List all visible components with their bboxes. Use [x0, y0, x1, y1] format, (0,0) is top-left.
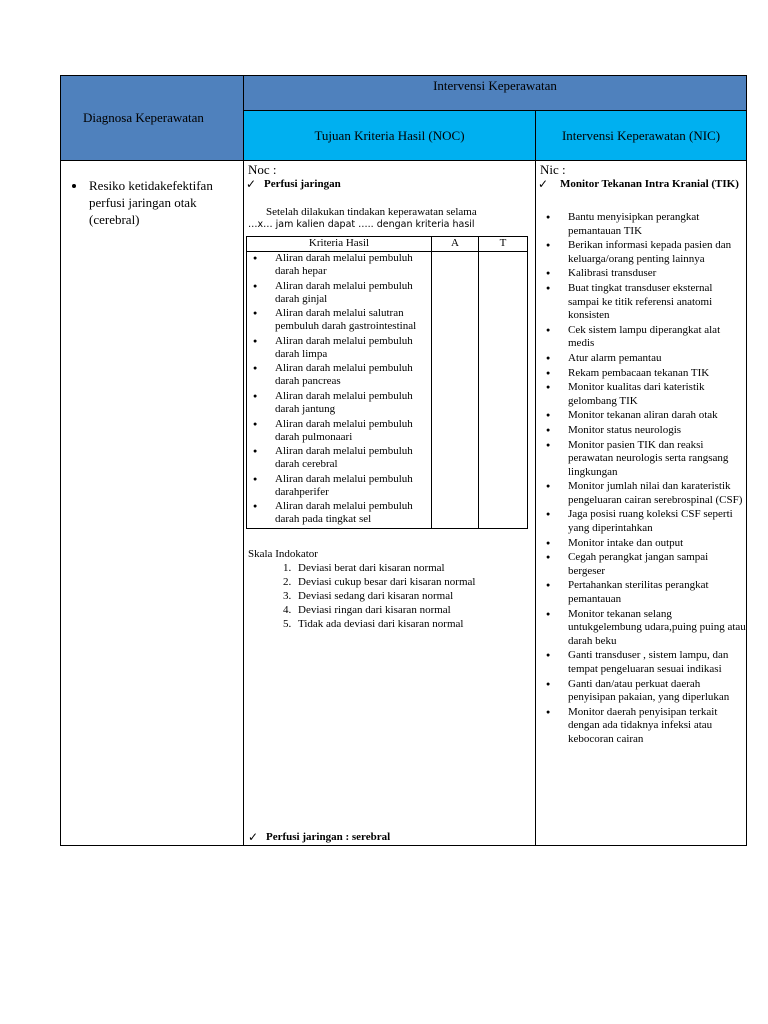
list-item: ● Monitor status neurologis — [536, 424, 746, 438]
list-item: ● Cegah perangkat jangan sampai bergeser — [536, 551, 746, 578]
list-item: ● Aliran darah melalui pembuluh darah jantung — [247, 390, 431, 416]
nic-cell — [536, 161, 747, 846]
list-item: ● Aliran darah melalui pembuluh darah ginjal — [247, 280, 431, 306]
checkmark-icon: ✓ — [246, 177, 257, 191]
checkmark-icon: ✓ — [248, 830, 259, 844]
noc-title — [244, 178, 535, 191]
care-plan-table-frame — [60, 75, 746, 846]
list-item: ● Monitor intake dan output — [536, 537, 746, 551]
nic-list — [536, 211, 746, 747]
skala-item: 5. Tidak ada deviasi dari kisaran normal — [294, 617, 535, 631]
noc-label: Noc : — [248, 162, 277, 177]
header-intervensi — [244, 76, 747, 111]
list-item: ● Aliran darah melalui salutran pembuluh darah gastrointestinal — [247, 307, 431, 333]
list-item: ● Bantu menyisipkan perangkat pemantauan TIK — [536, 211, 746, 238]
list-item: ● Pertahankan sterilitas perangkat pemantauan — [536, 579, 746, 606]
diagnosa-item: • Resiko ketidakefektifan perfusi jaringan otak (cerebral) — [87, 177, 243, 228]
noc-cell — [244, 161, 536, 846]
list-item: ● Rekam pembacaan tekanan TIK — [536, 367, 746, 381]
noc-bottom-title-text: Perfusi jaringan : serebral — [266, 831, 391, 843]
skala-list — [248, 561, 535, 631]
kriteria-hasil-table — [246, 236, 528, 529]
skala-title: Skala Indokator — [248, 547, 318, 560]
noc-bottom-title — [246, 831, 390, 844]
list-item: ● Atur alarm pemantau — [536, 352, 746, 366]
header-noc-label: Tujuan Kriteria Hasil (NOC) — [314, 127, 465, 143]
list-item: ● Berikan informasi kepada pasien dan keluarga/orang penting lainnya — [536, 239, 746, 266]
header-nic — [536, 111, 747, 161]
nic-label: Nic : — [540, 162, 566, 177]
kh-header-a: A — [432, 237, 479, 252]
list-item: ● Ganti transduser , sistem lampu, dan tempat pengeluaran sesuai indikasi — [536, 649, 746, 676]
list-item: ● Monitor kualitas dari kateristik gelombang TIK — [536, 381, 746, 408]
list-item: ● Ganti dan/atau perkuat daerah penyisipan pakaian, yang diperlukan — [536, 678, 746, 705]
header-diagnosa — [61, 76, 244, 161]
header-noc — [244, 111, 536, 161]
checkmark-icon: ✓ — [538, 177, 549, 191]
noc-title-text: Perfusi jaringan — [264, 178, 341, 190]
skala-item: 2. Deviasi cukup besar dari kisaran normal — [294, 575, 535, 589]
header-nic-label: Intervensi Keperawatan (NIC) — [561, 127, 721, 143]
list-item: ● Monitor jumlah nilai dan karateristik pengeluaran cairan serebrospinal (CSF) — [536, 480, 746, 507]
list-item: ● Aliran darah melalui pembuluh darah pulmonaari — [247, 418, 431, 444]
header-diagnosa-label: Diagnosa Keperawatan — [83, 110, 204, 125]
list-item: ● Kalibrasi transduser — [536, 267, 746, 281]
list-item: ● Monitor daerah penyisipan terkait dengan ada tidaknya infeksi atau kebocoran cairan — [536, 706, 746, 747]
skala-item: 4. Deviasi ringan dari kisaran normal — [294, 603, 535, 617]
diagnosa-cell — [61, 161, 244, 846]
skala-item: 1. Deviasi berat dari kisaran normal — [294, 561, 535, 575]
list-item: ● Aliran darah melalui pembuluh darah pada tingkat sel — [247, 500, 431, 526]
list-item: ● Cek sistem lampu diperangkat alat medis — [536, 324, 746, 351]
kh-items-cell — [247, 252, 432, 529]
kriteria-hasil-list — [247, 252, 431, 526]
skala-indikator — [244, 529, 535, 631]
list-item: ● Monitor pasien TIK dan reaksi perawatan neurologis serta rangsang lingkungan — [536, 439, 746, 480]
list-item: ● Aliran darah melalui pembuluh darah limpa — [247, 335, 431, 361]
header-intervensi-label: Intervensi Keperawatan — [433, 78, 557, 93]
list-item: ● Buat tingkat transduser eksternal sampai ke titik referensi anatomi konsisten — [536, 282, 746, 323]
list-item: ● Aliran darah melalui pembuluh darah pancreas — [247, 362, 431, 388]
kh-header-t: T — [479, 237, 528, 252]
list-item: ● Aliran darah melalui pembuluh darahperifer — [247, 473, 431, 499]
list-item: ● Monitor tekanan selang untukgelembung udara,puing puing atau darah beku — [536, 608, 746, 649]
list-item: ● Monitor tekanan aliran darah otak — [536, 409, 746, 423]
diagnosa-list — [61, 177, 243, 228]
kh-t-cell — [479, 252, 528, 529]
nic-title-text: Monitor Tekanan Intra Kranial (TIK) — [560, 178, 739, 190]
kh-header-kriteria: Kriteria Hasil — [247, 237, 432, 252]
kh-a-cell — [432, 252, 479, 529]
list-item: ● Aliran darah melalui pembuluh darah cerebral — [247, 445, 431, 471]
list-item: ● Jaga posisi ruang koleksi CSF seperti yang diperintahkan — [536, 508, 746, 535]
noc-note: Setelah dilakukan tindakan keperawatan selama — [266, 206, 477, 218]
list-item: ● Aliran darah melalui pembuluh darah hepar — [247, 252, 431, 278]
skala-item: 3. Deviasi sedang dari kisaran normal — [294, 589, 535, 603]
nic-title — [536, 178, 746, 191]
care-plan-table — [60, 75, 747, 846]
noc-note-2: …x… jam kalien dapat ….. dengan kriteria hasil — [248, 219, 475, 230]
